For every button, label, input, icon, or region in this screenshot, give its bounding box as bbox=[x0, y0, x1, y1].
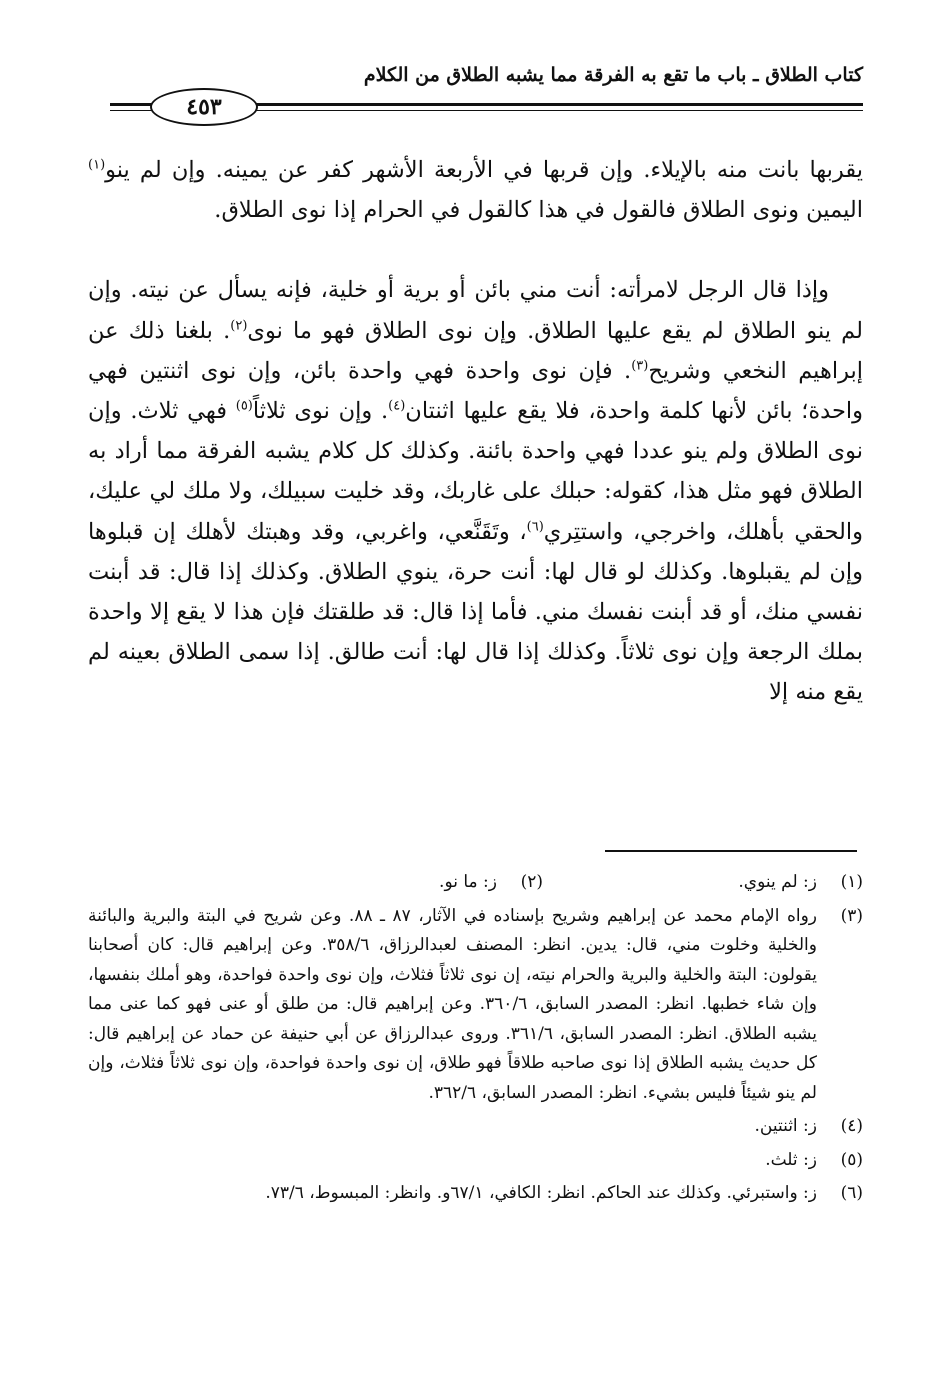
footnote-number: (٣) bbox=[840, 905, 863, 926]
paragraph-1 bbox=[88, 150, 863, 230]
footnote-text: ز: ما نو. bbox=[439, 872, 497, 892]
footnote-ref-3: (٣) bbox=[631, 358, 649, 374]
text-run: . وإن نوى ثلاثاً bbox=[252, 398, 389, 425]
footnote-1 bbox=[543, 868, 863, 898]
footnote-3 bbox=[88, 902, 863, 1109]
text-run: اليمين ونوى الطلاق فالقول في هذا كالقول في الحرام إذا نوى الطلاق. bbox=[214, 197, 863, 224]
page-number: ٤٥٣ bbox=[150, 88, 258, 126]
footnote-number: (٢) bbox=[520, 872, 543, 892]
text-run: وإذا قال الرجل لامرأته: أنت مني بائن أو برية أو خلية، فإنه يسأل عن نيته. وإن لم ينو الطلاق لم يقع عليها الطلاق. وإن نوى الطلاق فهو ما نوى bbox=[88, 277, 863, 344]
footnote-number: (٤) bbox=[840, 1116, 863, 1136]
footnote-text: ز: اثنتين. bbox=[754, 1116, 817, 1136]
text-run: . فإن نوى واحدة فهي واحدة بائن، وإن نوى اثنتين فهي واحدة؛ بائن لأنها كلمة واحدة، فلا يقع عليها اثنتان bbox=[88, 357, 863, 425]
footnote-separator bbox=[605, 850, 857, 852]
footnote-ref-6: (٦) bbox=[526, 519, 544, 535]
paragraph-2 bbox=[88, 270, 863, 712]
footnote-number: (١) bbox=[840, 872, 863, 892]
text-run: يقربها بانت منه بالإيلاء. وإن قربها في الأربعة الأشهر كفر عن يمينه. وإن لم ينو bbox=[105, 157, 863, 183]
footnote-row bbox=[88, 868, 863, 898]
main-text bbox=[88, 150, 863, 713]
text-run: ، وتَقَنَّعي، واغربي، وقد وهبتك لأهلك إن قبلوها وإن لم يقبلوها. وكذلك لو قال لها: أنت حرة، ينوي الطلاق. وكذلك إذا قال: قد أبنت نفسي منك، أو قد أبنت نفسك مني. فأما إذا قال: قد طلقتك فإن هذا لا يقع إلا واحدة بملك الرجعة وإن نوى ثلاثاً. وكذلك إذا قال لها: أنت طالق. إذا سمى الطلاق بعينه لم يقع منه إلا bbox=[88, 518, 863, 706]
footnote-6 bbox=[88, 1179, 863, 1209]
footnote-ref-5: (٥) bbox=[235, 398, 253, 414]
footnote-text: ز: لم ينوي. bbox=[738, 872, 817, 892]
footnotes bbox=[88, 868, 863, 1213]
text-run: . بلغنا ذلك عن إبراهيم النخعي وشريح bbox=[88, 317, 863, 384]
footnote-number: (٦) bbox=[840, 1183, 863, 1203]
text-run: فهي ثلاث. وإن نوى الطلاق ولم ينو عددا فهي واحدة بائنة. وكذلك كل كلام يشبه الفرقة مما أراد به الطلاق فهو مثل هذا، كقوله: حبلك على غاربك، وقد خليت سبيلك، ولا ملك لي عليك، والحقي بأهلك، واخرجي، واستتِري bbox=[88, 398, 863, 545]
running-header-title: كتاب الطلاق ـ باب ما تقع به الفرقة مما يشبه الطلاق من الكلام bbox=[363, 64, 863, 86]
footnote-text: ز: واستبرئي. وكذلك عند الحاكم. انظر: الكافي، ٦٧/١و. وانظر: المبسوط، ٧٣/٦. bbox=[265, 1183, 817, 1203]
footnote-2 bbox=[223, 868, 543, 898]
footnote-ref-1: (١) bbox=[88, 157, 106, 173]
footnote-5 bbox=[88, 1146, 863, 1176]
footnote-text: ز: ثلث. bbox=[765, 1149, 817, 1170]
footnote-ref-4: (٤) bbox=[388, 398, 406, 414]
footnote-number: (٥) bbox=[840, 1149, 863, 1170]
footnote-4 bbox=[88, 1112, 863, 1142]
footnote-text: رواه الإمام محمد عن إبراهيم وشريح بإسناده في الآثار، ٨٧ ـ ٨٨. وعن شريح في البتة والبرية والبائنة والخلية وخلوت مني، قال: يدين. انظر: المصنف لعبدالرزاق، ٣٥٨/٦. وعن إبراهيم قال: كان أصحابنا يقولون: البتة والخلية والبرية والحرام نيته، إن نوى ثلاثاً فثلاث، وإن نوى واحدة فواحدة، وهو أملك بنفسها، وإن شاء خطبها. انظر: المصدر السابق، ٣٦٠/٦. وعن إبراهيم قال: من طلق أو عنى فهو كما عنى مما يشبه الطلاق. انظر: المصدر السابق، ٣٦١/٦. وروى عبدالرزاق عن أبي حنيفة عن حماد عن إبراهيم قال: كل حديث يشبه الطلاق إذا نوى صاحبه طلاقاً فهو طلاق، إن نوى واحدة فواحدة، وإن نوى ثلاثاً فثلاث، وإن لم ينو شيئاً فليس بشيء. انظر: المصدر السابق، ٣٦٢/٦. bbox=[88, 905, 817, 1103]
footnote-ref-2: (٢) bbox=[230, 318, 248, 334]
